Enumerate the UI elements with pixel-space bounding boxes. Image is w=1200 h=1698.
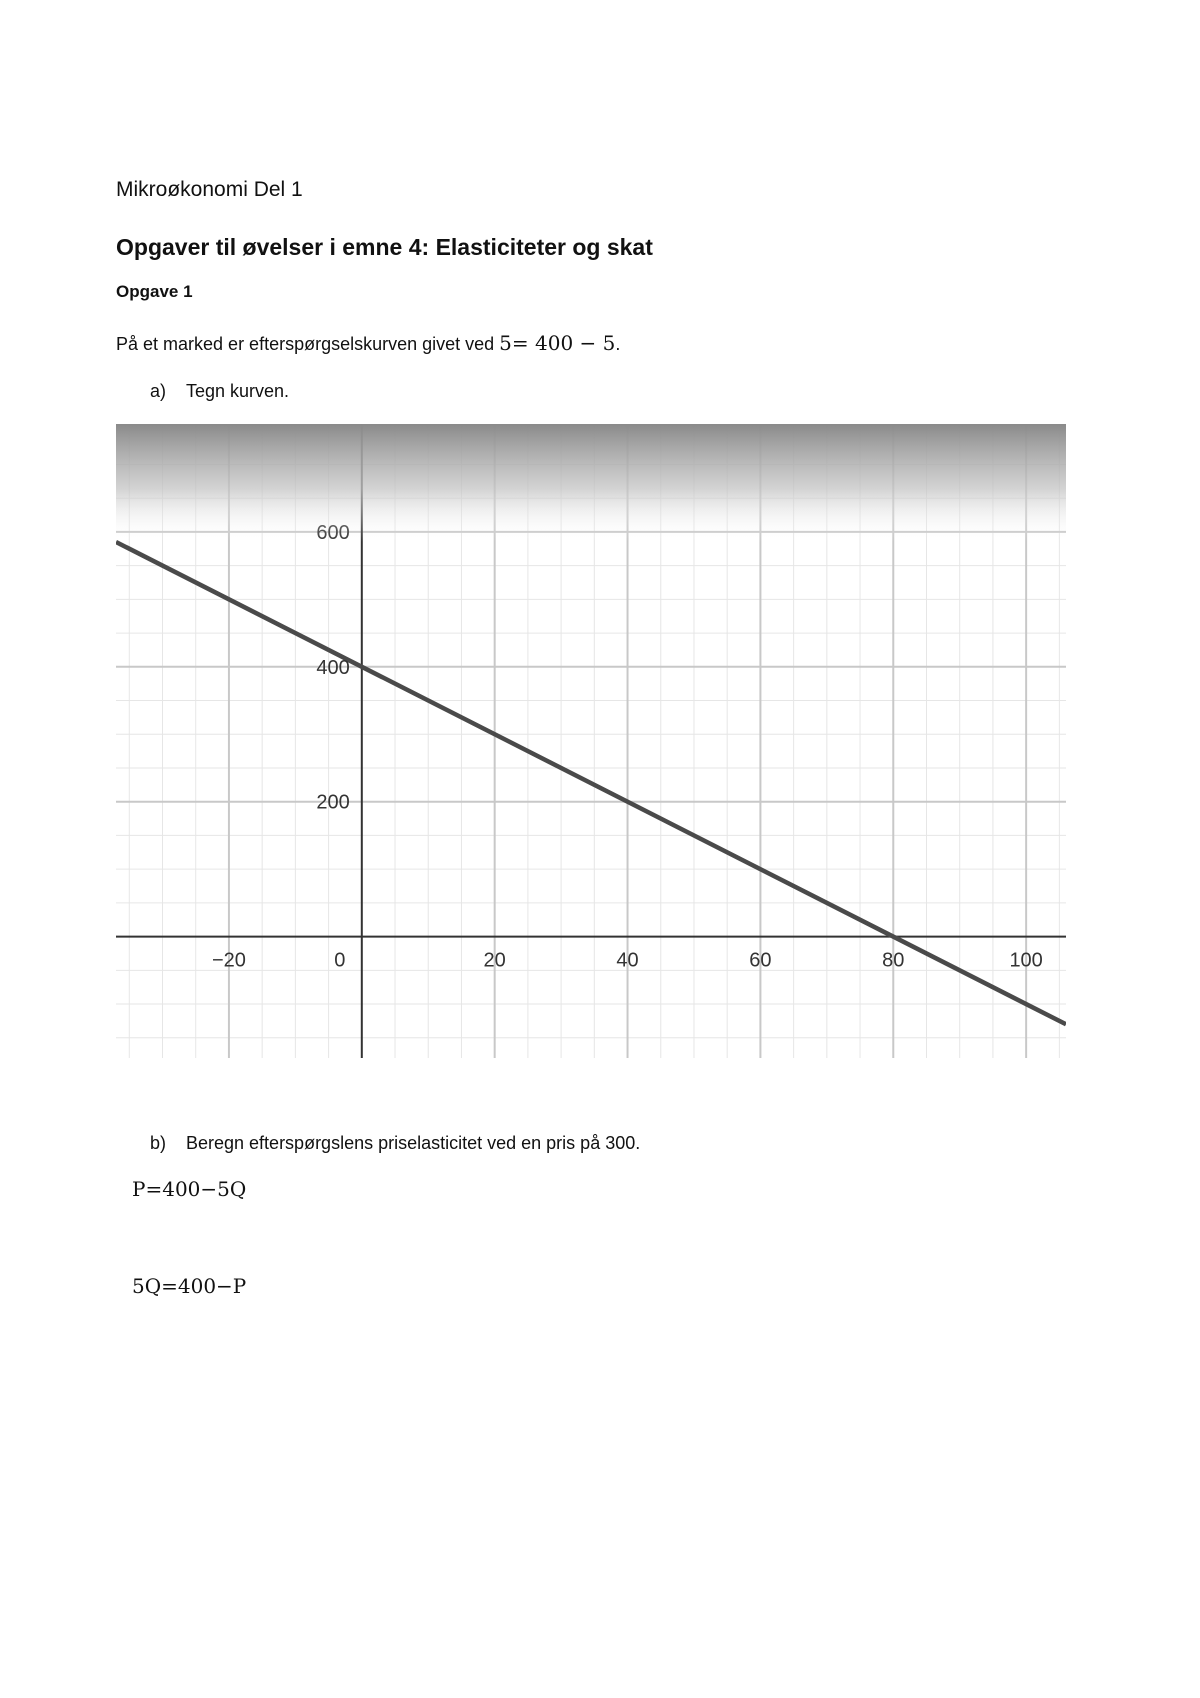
x-tick-label: 0 (334, 949, 346, 972)
x-tick-label: 20 (483, 949, 506, 972)
question-a-text: Tegn kurven. (186, 381, 290, 401)
intro-suffix: . (615, 334, 621, 354)
assignment-title: Opgaver til øvelser i emne 4: Elasticiteter og skat (116, 234, 653, 260)
top-shading (116, 424, 1066, 542)
y-tick-label: 400 (316, 656, 350, 679)
equation-1: P=400−5Q (132, 1177, 247, 1201)
demand-line (116, 542, 1066, 1024)
question-b (150, 1133, 640, 1154)
intro-paragraph (116, 331, 620, 355)
intro-text: På et marked er efterspørgselskurven givet ved (116, 334, 500, 354)
question-b-label: b) (150, 1133, 167, 1153)
chart-svg (116, 424, 1066, 1058)
x-tick-label: 60 (749, 949, 772, 972)
x-tick-label: 40 (616, 949, 639, 972)
demand-curve-graph (116, 424, 1066, 1058)
task-heading: Opgave 1 (116, 282, 193, 301)
intro-formula: 5= 400 − 5 (499, 331, 616, 355)
course-title: Mikroøkonomi Del 1 (116, 178, 303, 201)
equation-2: 5Q=400−P (132, 1274, 247, 1298)
x-tick-label: 80 (882, 949, 905, 972)
x-tick-label: 100 (1009, 949, 1043, 972)
question-a (150, 381, 289, 402)
series-layer (116, 542, 1066, 1024)
x-tick-label: −20 (211, 949, 246, 972)
y-tick-label: 200 (316, 791, 350, 814)
question-b-text: Beregn efterspørgslens priselasticitet ved en pris på 300. (186, 1133, 641, 1153)
question-a-label: a) (150, 381, 167, 401)
